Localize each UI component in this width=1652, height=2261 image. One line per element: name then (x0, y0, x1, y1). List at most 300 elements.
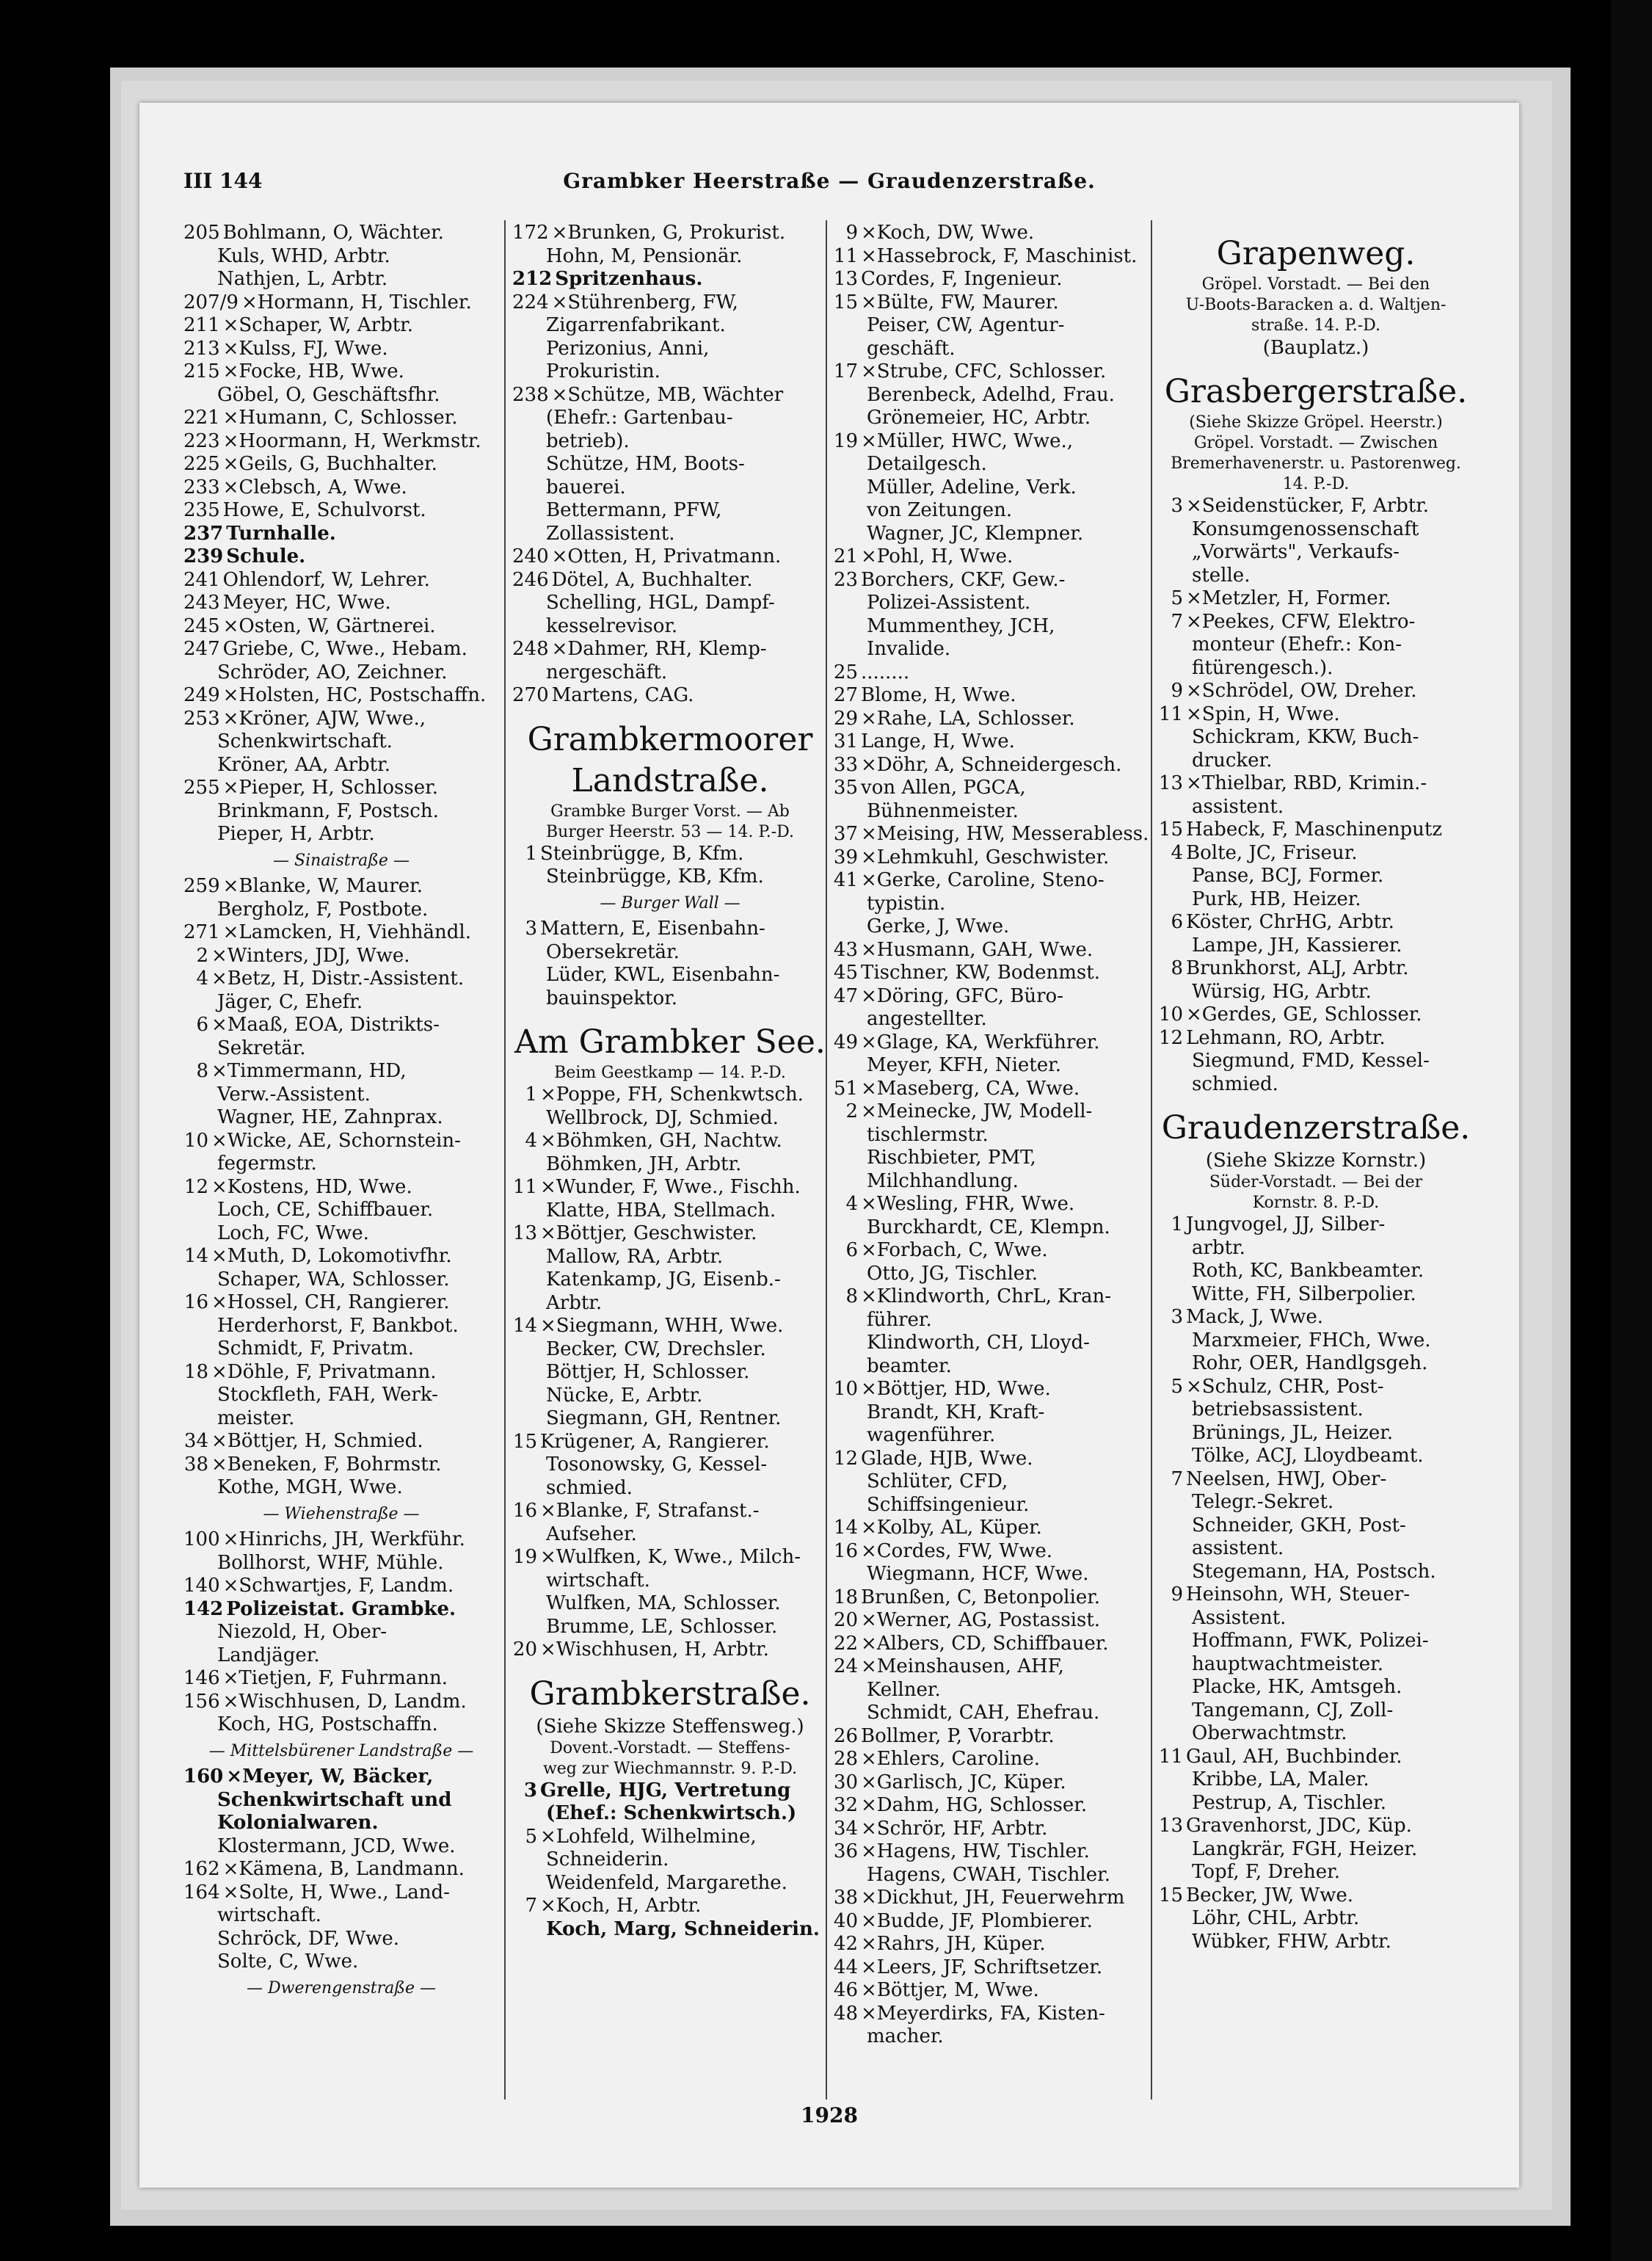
address-entry (183, 1691, 499, 1714)
resident-name: ×Pieper, H, Schlosser. (222, 777, 438, 799)
resident-entry: Obersekretär. (546, 940, 680, 963)
address-entry (512, 1130, 828, 1153)
house-number: 247 (183, 638, 220, 660)
address-entry (183, 1454, 499, 1477)
address-entry (183, 569, 499, 592)
resident-entry: meister. (217, 1407, 295, 1429)
resident-entry: fegermstr. (217, 1153, 317, 1175)
resident-entry: Brünings, JL, Heizer. (1192, 1421, 1394, 1444)
address-entry (833, 684, 1149, 708)
resident-entry: Bergholz, F, Postbote. (217, 898, 429, 921)
resident-entry: Roth, KC, Bankbeamter. (1192, 1260, 1424, 1282)
resident-entry: Bühnenmeister. (867, 799, 1019, 822)
house-number: 15 (833, 291, 858, 313)
resident-name: Griebe, C, Wwe., Hebam. (222, 638, 467, 660)
house-number: 3 (1171, 1306, 1183, 1328)
resident-name: ×Dahmer, RH, Klemp- (551, 638, 767, 660)
resident-name: Habeck, F, Maschinenputz (1186, 819, 1443, 841)
resident-entry: drucker. (1192, 749, 1273, 772)
address-entry (833, 1285, 1149, 1309)
resident-entry: Detailgesch. (867, 453, 987, 475)
resident-name: Cordes, F, Ingenieur. (861, 268, 1063, 290)
address-entry (183, 968, 499, 991)
page-header (183, 169, 1475, 206)
house-number: 1 (1171, 1213, 1183, 1235)
house-number: 255 (183, 777, 220, 799)
resident-entry: Schenkwirtschaft. (217, 730, 393, 752)
resident-name: ×Bülte, FW, Maurer. (861, 291, 1059, 313)
resident-entry: Konsumgenossenschaft (1192, 518, 1419, 540)
resident-name: ×Wesling, FHR, Wwe. (861, 1193, 1075, 1215)
resident-entry: Kröner, AA, Arbtr. (217, 753, 390, 776)
street-location-note: (Siehe Skizze Gröpel. Heerstr.) (1189, 413, 1443, 432)
resident-entry: Loch, CE, Schiffbauer. (217, 1199, 434, 1221)
house-number: 31 (833, 730, 858, 752)
resident-name: ×Kostens, HD, Wwe. (211, 1175, 412, 1198)
house-number: 6 (1171, 911, 1183, 933)
resident-name: ×Schwartjes, F, Landm. (222, 1575, 454, 1597)
house-number: 44 (833, 1956, 858, 1978)
house-number: 33 (833, 753, 858, 776)
page-reference: III 144 (183, 169, 263, 193)
resident-entry: Jäger, C, Ehefr. (217, 990, 363, 1013)
address-entry (833, 1586, 1149, 1610)
resident-name: ×Klindworth, ChrL, Kran- (861, 1285, 1112, 1307)
address-entry (1158, 911, 1474, 934)
resident-name: ×Rahe, LA, Schlosser. (861, 707, 1075, 730)
resident-name: Dötel, A, Buchhalter. (551, 568, 753, 591)
house-number: 15 (512, 1430, 537, 1453)
house-number: 5 (1171, 1375, 1183, 1398)
address-entry (183, 777, 499, 800)
house-number: 30 (833, 1771, 858, 1793)
address-entry (833, 1910, 1149, 1934)
resident-name: ×Budde, JF, Plombierer. (861, 1909, 1093, 1932)
resident-name: ×Humann, C, Schlosser. (222, 407, 458, 429)
resident-name: Bolte, JC, Friseur. (1186, 841, 1358, 864)
resident-entry: Löhr, CHL, Arbtr. (1192, 1907, 1360, 1929)
resident-entry: Brandt, KH, Kraft- (867, 1401, 1045, 1423)
resident-entry: (Ehefr.: Gartenbau- (546, 407, 733, 429)
street-location-note: Bremerhavenerstr. u. Pastorenweg. (1171, 454, 1461, 473)
resident-name: Grelle, HJG, Vertretung (540, 1779, 791, 1801)
resident-entry: Placke, HK, Amtsgeh. (1192, 1676, 1402, 1698)
house-number: 28 (833, 1748, 858, 1770)
street-location-note: Dovent.-Vorstadt. — Steffens- (550, 1738, 790, 1757)
resident-name: Polizeistat. Grambke. (226, 1597, 456, 1620)
cross-street-separator: — Mittelsbürener Landstraße — (208, 1741, 474, 1760)
resident-entry: monteur (Ehefr.: Kon- (1192, 634, 1402, 656)
resident-entry: Meyer, KFH, Nieter. (867, 1054, 1061, 1076)
house-number: 3 (1171, 495, 1183, 517)
resident-entry: Schmidt, CAH, Ehefrau. (867, 1702, 1100, 1724)
address-entry (183, 1667, 499, 1691)
resident-entry: Kothe, MGH, Wwe. (217, 1476, 403, 1498)
house-number: 34 (183, 1430, 208, 1452)
house-number: 20 (512, 1638, 537, 1661)
resident-name: ×Solte, H, Wwe., Land- (222, 1881, 450, 1903)
resident-entry: Gerke, J, Wwe. (867, 915, 1010, 937)
resident-entry: Siegmund, FMD, Kessel- (1192, 1050, 1430, 1072)
resident-name: ×Meyerdirks, FA, Kisten- (861, 2002, 1105, 2025)
resident-name: ×Holsten, HC, Postschaffn. (222, 684, 487, 706)
address-entry (183, 638, 499, 661)
resident-entry: Böttjer, H, Schlosser. (546, 1361, 750, 1383)
resident-name: Turnhalle. (226, 522, 336, 545)
resident-name: ×Husmann, GAH, Wwe. (861, 938, 1094, 961)
resident-name: ×Cordes, FW, Wwe. (861, 1539, 1053, 1562)
address-entry (833, 846, 1149, 870)
resident-entry: Grönemeier, HC, Arbtr. (867, 407, 1091, 429)
resident-entry: nergeschäft. (546, 661, 668, 683)
house-number: 14 (512, 1315, 537, 1337)
house-number: 4 (845, 1193, 858, 1215)
address-entry (1158, 680, 1474, 703)
address-entry (183, 453, 499, 476)
resident-name: ×Kämena, B, Landmann. (222, 1858, 465, 1880)
house-number: 2 (196, 944, 208, 967)
house-number: 22 (833, 1632, 858, 1655)
resident-entry: Topf, F, Dreher. (1192, 1861, 1340, 1883)
resident-name: Köster, ChrHG, Arbtr. (1186, 911, 1394, 933)
address-entry (833, 1979, 1149, 2003)
resident-entry: Brinkmann, F, Postsch. (217, 799, 439, 822)
address-entry (183, 1598, 499, 1622)
house-number: 233 (183, 476, 220, 498)
resident-entry: Becker, CW, Drechsler. (546, 1338, 766, 1360)
address-entry (833, 1794, 1149, 1818)
address-entry (512, 1638, 828, 1662)
resident-name: ×Hassebrock, F, Maschinist. (861, 244, 1138, 267)
resident-name: ×Garlisch, JC, Küper. (861, 1771, 1066, 1793)
resident-entry: Sekretär. (217, 1037, 306, 1059)
address-entry (833, 1933, 1149, 1956)
resident-name: von Allen, PGCA, (861, 777, 1026, 799)
resident-name: Martens, CAG. (551, 684, 694, 706)
house-number: 259 (183, 875, 220, 897)
resident-name: ×Glage, KA, Werkführer. (861, 1031, 1100, 1053)
resident-entry: Hohn, M, Pensionär. (546, 244, 743, 267)
address-entry (833, 823, 1149, 846)
address-entry (1158, 842, 1474, 865)
resident-entry: Schickram, KKW, Buch- (1192, 726, 1419, 748)
street-location-note: U-Boots-Baracken a. d. Waltjen- (1185, 296, 1447, 314)
resident-entry: (Ehef.: Schenkwirtsch.) (546, 1802, 797, 1824)
address-entry (183, 1858, 499, 1881)
resident-name: ×Maaß, EOA, Distrikts- (211, 1014, 440, 1036)
resident-entry: betrieb). (546, 429, 630, 452)
address-entry (512, 918, 828, 941)
street-note: (Bauplatz.) (1262, 337, 1369, 359)
house-number: 241 (183, 568, 220, 591)
resident-name: ×Seidenstücker, F, Arbtr. (1186, 495, 1430, 517)
resident-name: ×Metzler, H, Former. (1186, 587, 1391, 609)
address-entry (183, 430, 499, 454)
house-number: 13 (1158, 1815, 1183, 1837)
house-number: 13 (512, 1222, 537, 1244)
house-number: 43 (833, 938, 858, 961)
resident-entry: Arbtr. (546, 1291, 603, 1314)
resident-name: ×Leers, JF, Schriftsetzer. (861, 1956, 1103, 1978)
house-number: 211 (183, 314, 220, 336)
resident-entry: Schiffsingenieur. (867, 1493, 1030, 1516)
resident-entry: Prokuristin. (546, 360, 661, 382)
house-number: 46 (833, 1979, 858, 2001)
address-entry (512, 222, 828, 245)
house-number: 207/9 (183, 291, 239, 313)
resident-entry: Rohr, OER, Handlgsgeh. (1192, 1352, 1428, 1374)
resident-name: ×Wunder, F, Wwe., Fischh. (540, 1176, 801, 1198)
resident-name: Blome, H, Wwe. (861, 684, 1016, 706)
address-entry (183, 1575, 499, 1598)
resident-name: ×Brunken, G, Prokurist. (551, 222, 786, 244)
resident-name: ×Lehmkuhl, Geschwister. (861, 846, 1110, 868)
resident-entry: Klatte, HBA, Stellmach. (546, 1199, 776, 1222)
address-entry (183, 499, 499, 523)
resident-entry: angestellter. (867, 1008, 987, 1030)
resident-entry: stelle. (1192, 564, 1251, 587)
resident-entry: Siegmann, GH, Rentner. (546, 1407, 782, 1429)
address-entry (1158, 1468, 1474, 1492)
resident-name: ×Schrör, HF, Arbtr. (861, 1817, 1048, 1840)
resident-entry: Pestrup, A, Tischler. (1192, 1791, 1387, 1814)
house-number: 11 (1158, 1745, 1183, 1768)
house-number: 237 (183, 522, 224, 545)
address-entry (1158, 611, 1474, 634)
resident-entry: fitürengesch.). (1192, 656, 1333, 679)
resident-entry: Witte, FH, Silberpolier. (1192, 1282, 1416, 1305)
address-entry (183, 921, 499, 945)
resident-name: ×Böttjer, Geschwister. (540, 1222, 757, 1244)
resident-entry: assistent. (1192, 1537, 1284, 1559)
house-number: 4 (525, 1130, 537, 1152)
house-number: 8 (845, 1285, 858, 1307)
resident-entry: wirtschaft. (217, 1904, 321, 1926)
house-number: 11 (512, 1176, 537, 1198)
house-number: 11 (1158, 703, 1183, 725)
house-number: 32 (833, 1794, 858, 1816)
address-entry (183, 1245, 499, 1269)
resident-entry: Kellner. (867, 1678, 941, 1701)
address-entry (833, 1448, 1149, 1471)
house-number: 13 (833, 268, 858, 290)
resident-name: ×Muth, D, Lokomotivfhr. (211, 1245, 452, 1267)
house-number: 7 (525, 1895, 537, 1917)
address-entry (833, 962, 1149, 985)
address-entry (512, 1176, 828, 1200)
address-entry (183, 1765, 499, 1789)
address-entry (833, 730, 1149, 754)
address-entry (833, 430, 1149, 454)
resident-entry: Otto, JG, Tischler. (867, 1262, 1038, 1285)
resident-entry: Rischbieter, PMT, (867, 1147, 1036, 1169)
resident-name: ×Gerdes, GE, Schlosser. (1186, 1004, 1422, 1026)
street-location-note: weg zur Wiechmannstr. 9. P.-D. (542, 1759, 798, 1778)
house-number: 1 (525, 842, 537, 865)
resident-name: Gaul, AH, Buchbinder. (1186, 1745, 1402, 1768)
resident-name: ×Hormann, H, Tischler. (241, 291, 472, 313)
address-entry (833, 360, 1149, 384)
address-entry (1158, 703, 1474, 727)
resident-name: ×Schütze, MB, Wächter (551, 383, 784, 406)
resident-name: ×Hinrichs, JH, Werkführ. (222, 1528, 465, 1550)
resident-name: Jungvogel, JJ, Silber- (1186, 1213, 1386, 1235)
resident-entry: Müller, Adeline, Verk. (867, 476, 1077, 498)
resident-name: ×Beneken, F, Bohrmstr. (211, 1453, 442, 1476)
address-entry (183, 314, 499, 338)
resident-entry: Assistent. (1192, 1606, 1287, 1629)
address-entry (512, 1222, 828, 1246)
resident-name: Brunkhorst, ALJ, Arbtr. (1186, 957, 1409, 979)
house-number: 246 (512, 568, 549, 591)
street-note: (Siehe Skizze Steffensweg.) (536, 1715, 804, 1738)
resident-entry: Schelling, HGL, Dampf- (546, 592, 775, 614)
address-entry (183, 1176, 499, 1200)
resident-name: ×Timmermann, HD, (211, 1060, 407, 1082)
address-entry (512, 1779, 828, 1803)
resident-name: ×Böttjer, H, Schmied. (211, 1430, 423, 1452)
resident-entry: Schneiderin. (546, 1848, 669, 1870)
house-number: 38 (183, 1453, 208, 1476)
house-number: 5 (1171, 587, 1183, 609)
house-number: 235 (183, 499, 220, 521)
address-entry (183, 1881, 499, 1905)
address-entry (183, 523, 499, 546)
house-number: 29 (833, 707, 858, 730)
address-entry (183, 407, 499, 430)
resident-name: Ohlendorf, W, Lehrer. (222, 568, 430, 591)
house-number: 3 (525, 918, 537, 940)
resident-entry: Böhmken, JH, Arbtr. (546, 1153, 742, 1175)
house-number: 41 (833, 869, 858, 891)
resident-name: ×Osten, W, Gärtnerei. (222, 614, 436, 637)
resident-entry: Schröder, AO, Zeichner. (217, 661, 448, 683)
address-entry (183, 338, 499, 361)
house-number: 12 (1158, 1026, 1183, 1049)
address-entry (512, 1826, 828, 1849)
address-entry (833, 754, 1149, 777)
house-number: 19 (833, 429, 858, 452)
house-number: 4 (1171, 841, 1183, 864)
address-entry (183, 1361, 499, 1384)
resident-name: ×Schulz, CHR, Post- (1186, 1375, 1384, 1398)
address-entry (833, 545, 1149, 569)
resident-entry: Wiegmann, HCF, Wwe. (867, 1563, 1089, 1585)
cross-street-separator: — Sinaistraße — (273, 851, 410, 870)
house-number: 215 (183, 360, 220, 382)
resident-name: ×Meising, HW, Messerabless. (861, 823, 1149, 845)
address-entry (1158, 495, 1474, 518)
resident-name: ×Gerke, Caroline, Steno- (861, 869, 1105, 891)
address-entry (1158, 819, 1474, 842)
resident-name: ×Albers, CD, Schiffbauer. (861, 1632, 1109, 1655)
resident-entry: Solte, C, Wwe. (217, 1950, 359, 1973)
cross-street-separator: — Dwerengenstraße — (247, 1978, 436, 1997)
resident-name: ×Werner, AG, Postassist. (861, 1609, 1101, 1631)
house-number: 160 (183, 1765, 224, 1788)
address-entry (833, 708, 1149, 731)
house-number: 142 (183, 1597, 224, 1620)
resident-entry: Purk, HB, Heizer. (1192, 888, 1361, 910)
resident-entry: Lüder, KWL, Eisenbahn- (546, 964, 780, 986)
resident-entry: Koch, HG, Postschaffn. (217, 1713, 438, 1735)
address-entry (833, 939, 1149, 962)
resident-entry: typistin. (867, 892, 946, 915)
address-entry (833, 291, 1149, 315)
address-entry (512, 638, 828, 661)
address-entry (1158, 1376, 1474, 1399)
resident-entry: Schröck, DF, Wwe. (217, 1927, 400, 1950)
house-number: 238 (512, 383, 549, 406)
address-entry (183, 684, 499, 708)
resident-name: ×Meinshausen, AHF, (861, 1655, 1064, 1677)
address-entry (512, 1500, 828, 1523)
resident-entry: Loch, FC, Wwe. (217, 1222, 369, 1244)
address-entry (1158, 957, 1474, 981)
address-entry (1158, 1583, 1474, 1607)
resident-entry: Brumme, LE, Schlosser. (546, 1615, 778, 1638)
house-number: 17 (833, 360, 858, 382)
resident-name: ×Blanke, W, Maurer. (222, 875, 423, 897)
address-entry (183, 592, 499, 615)
resident-name: Mack, J, Wwe. (1186, 1306, 1324, 1328)
house-number: 270 (512, 684, 549, 706)
resident-entry: bauinspektor. (546, 987, 678, 1009)
house-number: 243 (183, 592, 220, 614)
resident-entry: Wübker, FHW, Arbtr. (1192, 1930, 1391, 1953)
resident-entry: assistent. (1192, 795, 1284, 818)
resident-entry: Oberwachtmstr. (1192, 1722, 1347, 1744)
resident-name: Brunßen, C, Betonpolier. (861, 1586, 1101, 1608)
address-entry (833, 1818, 1149, 1841)
resident-name: ×Stührenberg, FW, (551, 291, 738, 313)
resident-entry: Wagner, HE, Zahnprax. (217, 1106, 443, 1128)
address-entry (1158, 1213, 1474, 1237)
address-entry (183, 545, 499, 569)
resident-entry: Tölke, ACJ, Lloydbeamt. (1192, 1445, 1424, 1467)
resident-name: ×Koch, DW, Wwe. (861, 222, 1035, 244)
cross-street-separator: — Burger Wall — (600, 893, 741, 912)
resident-entry: Pieper, H, Arbtr. (217, 823, 375, 845)
resident-entry: macher. (867, 2025, 944, 2047)
resident-name: ×Otten, H, Privatmann. (551, 545, 782, 567)
address-entry (1158, 1815, 1474, 1838)
address-entry (833, 268, 1149, 291)
house-number: 10 (833, 1378, 858, 1400)
resident-name: Krügener, A, Rangierer. (540, 1430, 770, 1453)
address-entry (183, 1014, 499, 1037)
address-entry (512, 1895, 828, 1918)
house-number: 164 (183, 1881, 220, 1903)
house-number: 40 (833, 1909, 858, 1932)
street-location-note: Gröpel. Vorstadt. — Bei den (1201, 275, 1430, 294)
resident-name: Bohlmann, O, Wächter. (222, 222, 444, 244)
address-entry (833, 245, 1149, 269)
street-title: Grapenweg. (1216, 235, 1416, 272)
address-entry (1158, 1746, 1474, 1769)
resident-name: Borchers, CKF, Gew.- (861, 568, 1066, 591)
resident-name: ×Kröner, AJW, Wwe., (222, 707, 426, 730)
house-number: 48 (833, 2002, 858, 2025)
resident-entry: Mummenthey, JCH, (867, 614, 1055, 637)
address-entry (833, 869, 1149, 893)
resident-name: ×Peekes, CFW, Elektro- (1186, 610, 1416, 633)
resident-name: ×Dahm, HG, Schlosser. (861, 1794, 1088, 1816)
column-divider (504, 220, 506, 2100)
resident-entry: Wellbrock, DJ, Schmied. (546, 1106, 779, 1129)
resident-entry: schmied. (1192, 1073, 1278, 1095)
house-number: 42 (833, 1933, 858, 1955)
